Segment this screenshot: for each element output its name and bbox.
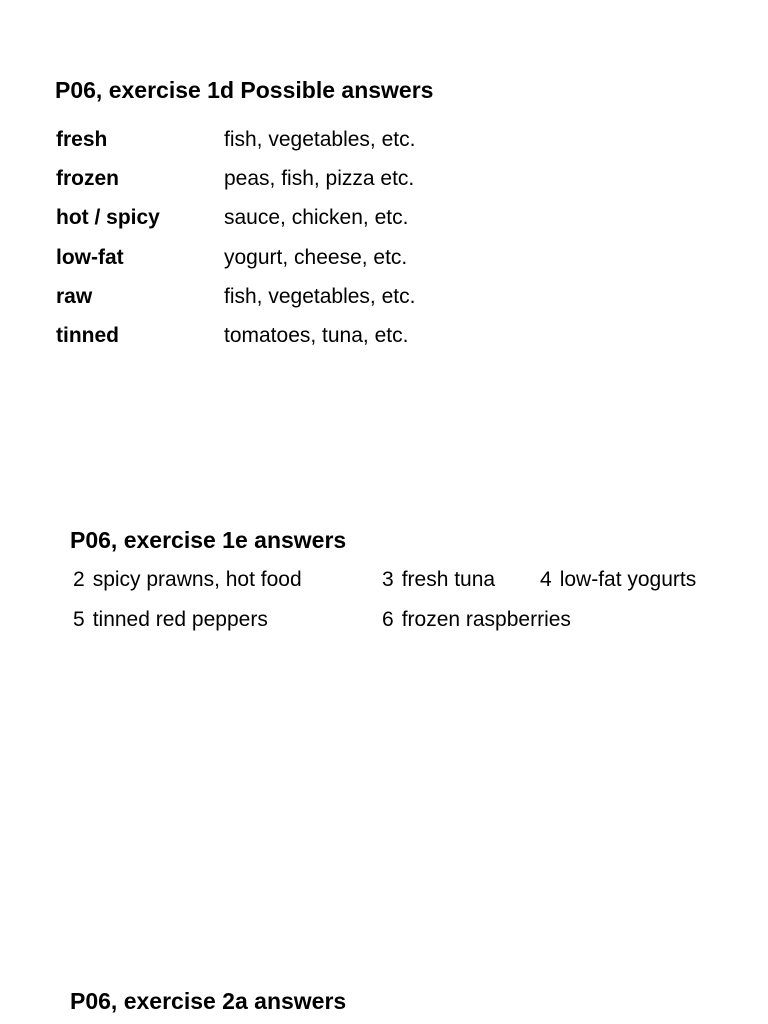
vocab-examples: tomatoes, tuna, etc. bbox=[224, 323, 409, 347]
vocab-word: tinned bbox=[56, 323, 119, 347]
vocab-examples: yogurt, cheese, etc. bbox=[224, 245, 408, 269]
vocab-word: fresh bbox=[56, 128, 108, 151]
vocab-word: hot / spicy bbox=[56, 206, 160, 230]
vocab-examples: fish, vegetables, etc. bbox=[224, 128, 416, 151]
vocab-examples: fish, vegetables, etc. bbox=[224, 284, 416, 308]
answer-item bbox=[382, 606, 571, 634]
answer-item bbox=[540, 566, 696, 594]
answer-text: frozen raspberries bbox=[401, 608, 571, 631]
section-1d-heading: P06, exercise 1d Possible answers bbox=[55, 77, 434, 103]
vocab-word: low-fat bbox=[56, 245, 124, 269]
vocab-examples: sauce, chicken, etc. bbox=[224, 206, 409, 230]
answer-item bbox=[73, 606, 268, 634]
answer-text: fresh tuna bbox=[401, 568, 496, 591]
answer-text: low-fat yogurts bbox=[559, 568, 697, 591]
vocab-examples: peas, fish, pizza etc. bbox=[224, 167, 415, 191]
section-1e-heading: P06, exercise 1e answers bbox=[70, 527, 347, 553]
answer-item bbox=[382, 566, 495, 594]
answer-number: 6 bbox=[382, 608, 394, 631]
vocab-word: frozen bbox=[56, 167, 119, 191]
answer-text: spicy prawns, hot food bbox=[92, 568, 302, 591]
answer-number: 5 bbox=[73, 608, 85, 631]
answer-number: 2 bbox=[73, 568, 85, 591]
answer-text: tinned red peppers bbox=[92, 608, 268, 631]
vocab-word: raw bbox=[56, 284, 93, 308]
answer-item bbox=[73, 566, 302, 594]
answer-number: 4 bbox=[540, 568, 552, 591]
answer-number: 3 bbox=[382, 568, 394, 591]
section-2a-heading: P06, exercise 2a answers bbox=[70, 988, 347, 1014]
